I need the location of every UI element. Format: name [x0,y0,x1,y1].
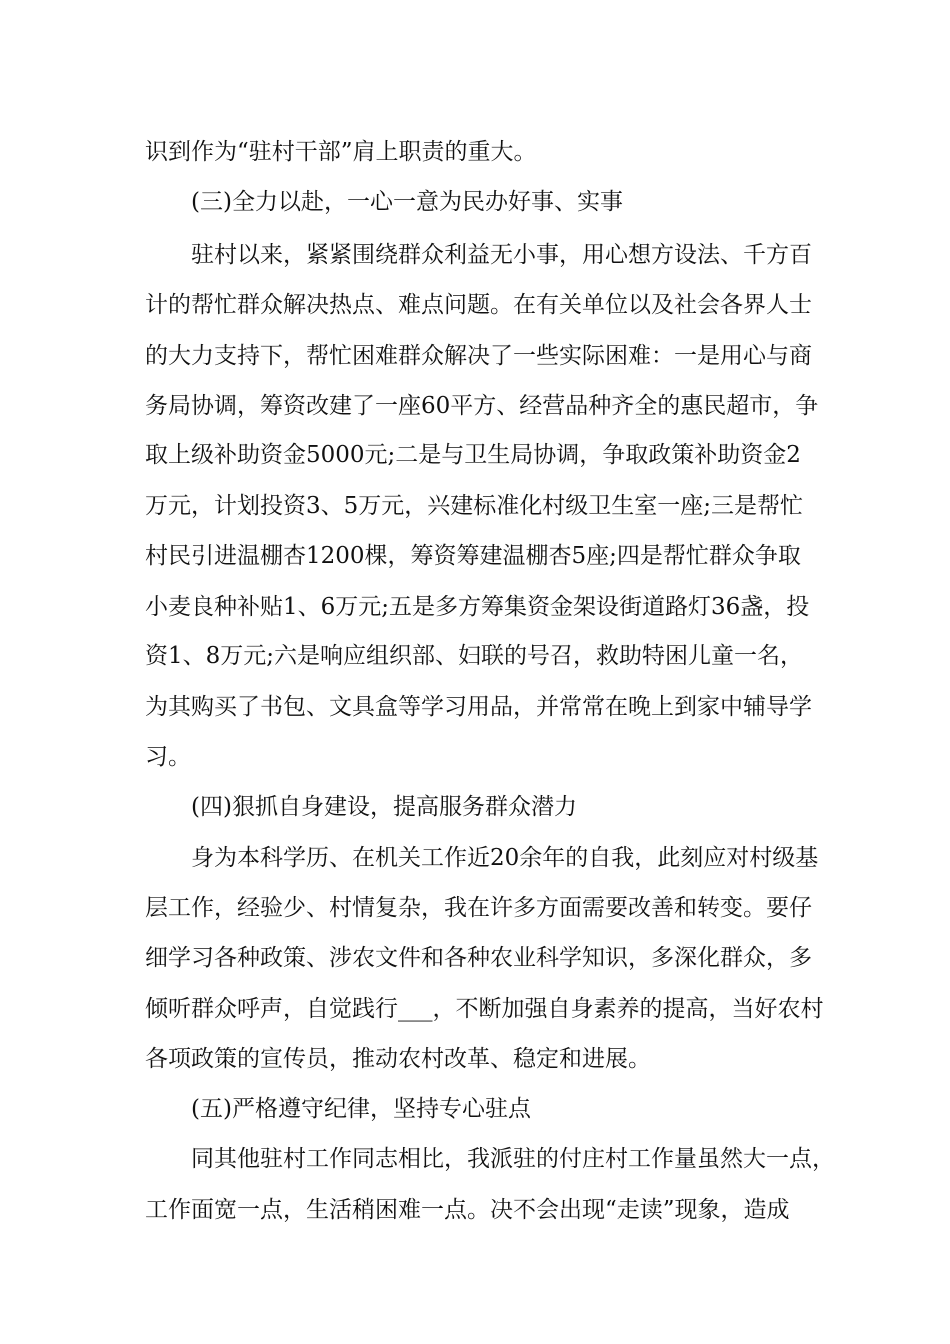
text-line: 同其他驻村工作同志相比，我派驻的付庄村工作量虽然大一点， [191,1146,835,1172]
text-line: 为其购买了书包、文具盒等学习用品，并常常在晚上到家中辅导学 [145,694,812,720]
section-heading: (三)全力以赴，一心一意为民办好事、实事 [191,189,623,215]
text-line: 倾听群众呼声，自觉践行___，不断加强自身素养的提高，当好农村 [145,996,824,1022]
text-line: 务局协调，筹资改建了一座60平方、经营品种齐全的惠民超市，争 [145,393,819,419]
text-line: 小麦良种补贴1、6万元;五是多方筹集资金架设街道路灯36盏，投 [145,594,810,620]
text-line: 村民引进温棚杏1200棵，筹资筹建温棚杏5座;四是帮忙群众争取 [145,543,801,569]
text-line: 识到作为“驻村干部”肩上职责的重大。 [145,139,537,165]
section-heading: (五)严格遵守纪律，坚持专心驻点 [191,1096,531,1122]
section-heading: (四)狠抓自身建设，提高服务群众潜力 [191,794,577,820]
text-line: 细学习各种政策、涉农文件和各种农业科学知识，多深化群众，多 [145,945,812,971]
text-line: 资1、8万元;六是响应组织部、妇联的号召，救助特困儿童一名， [145,643,804,669]
text-line: 习。 [145,744,191,770]
text-line: 万元，计划投资3、5万元，兴建标准化村级卫生室一座;三是帮忙 [145,493,804,519]
text-line: 各项政策的宣传员，推动农村改革、稳定和进展。 [145,1046,651,1072]
text-line: 层工作，经验少、村情复杂，我在许多方面需要改善和转变。要仔 [145,895,812,921]
text-line: 身为本科学历、在机关工作近20余年的自我，此刻应对村级基 [191,845,819,871]
text-line: 计的帮忙群众解决热点、难点问题。在有关单位以及社会各界人士 [145,292,812,318]
text-line: 工作面宽一点，生活稍困难一点。决不会出现“走读”现象，造成 [145,1197,790,1223]
text-line: 的大力支持下，帮忙困难群众解决了一些实际困难：一是用心与商 [145,343,812,369]
text-line: 取上级补助资金5000元;二是与卫生局协调，争取政策补助资金2 [145,442,801,468]
text-line: 驻村以来，紧紧围绕群众利益无小事，用心想方设法、千方百 [191,242,812,268]
